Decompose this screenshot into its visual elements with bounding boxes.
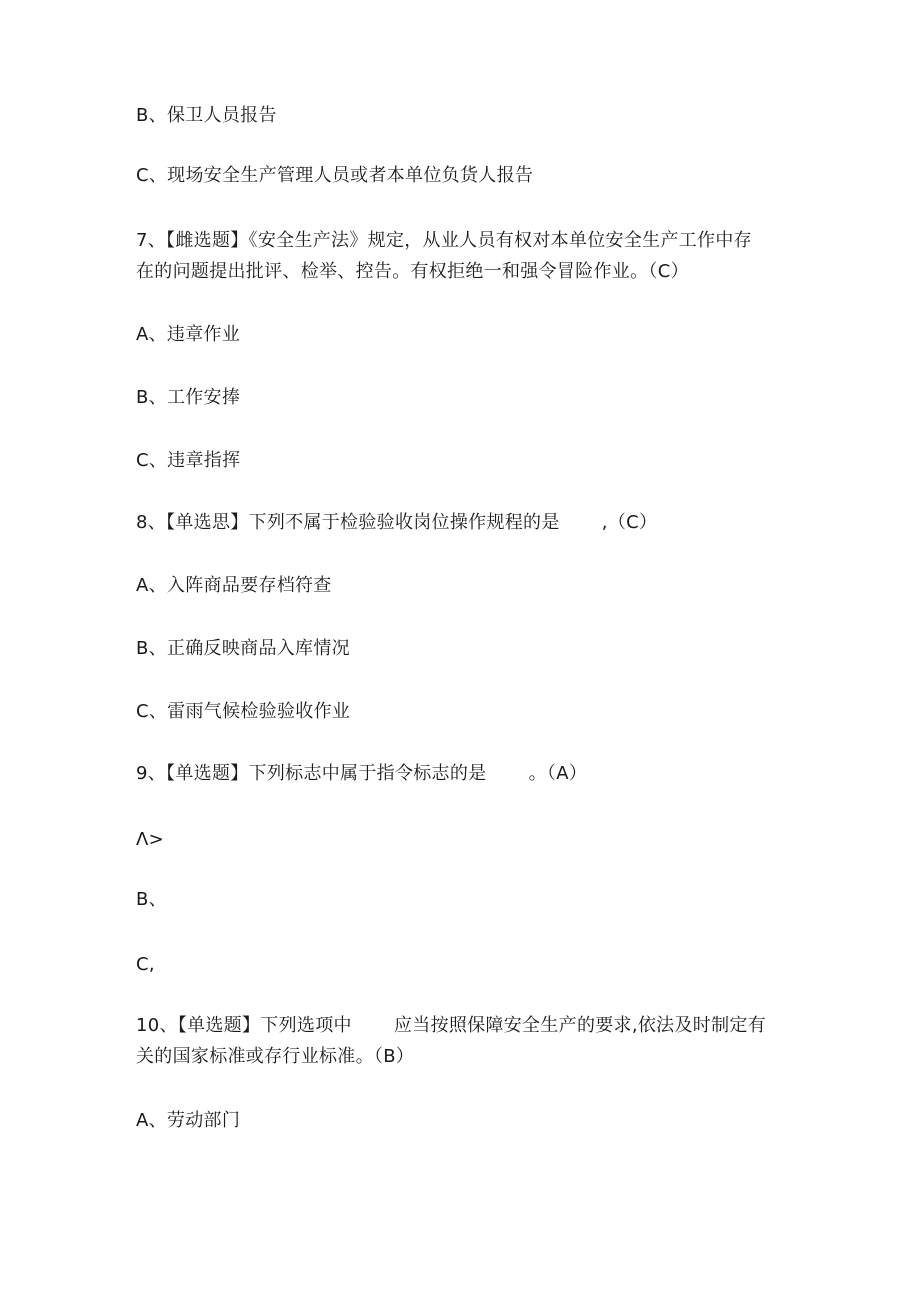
option-6c: C、现场安全生产管理人员或者本单位负货人报告 (136, 165, 534, 186)
option-10a: A、劳动部门 (136, 1110, 241, 1131)
option-6b: B、保卫人员报告 (136, 105, 277, 126)
question-8: 8、【单选思】下列不属于检验验收岗位操作规程的是 ,（C） (136, 512, 658, 533)
option-7b: B、工作安捧 (136, 387, 241, 408)
option-7a: A、违章作业 (136, 324, 241, 345)
question-7-line-1: 7、【雌选题】《安全生产法》规定，从业人员有权对本单位安全生产工作中存 (136, 230, 752, 251)
option-8c: C、雷雨气候检验验收作业 (136, 701, 351, 722)
question-10-line-1: 10、【单选题】下列选项中 应当按照保障安全生产的要求,依法及时制定有 (136, 1015, 766, 1036)
question-9: 9、【单选题】下列标志中属于指令标志的是 。（A） (136, 763, 588, 784)
question-7-line-2: 在的问题提出批评、检举、控告。有权拒绝一和强令冒险作业。（C） (136, 261, 689, 282)
option-8a: A、入阵商品要存档符查 (136, 575, 332, 596)
option-7c: C、违章指挥 (136, 450, 241, 471)
option-8b: B、正确反映商品入库情况 (136, 638, 350, 659)
option-9c: C, (136, 954, 155, 975)
option-9a: Λ> (136, 829, 164, 850)
option-9b: B、 (136, 889, 167, 910)
question-10-line-2: 关的国家标准或存行业标准。（B） (136, 1046, 415, 1067)
